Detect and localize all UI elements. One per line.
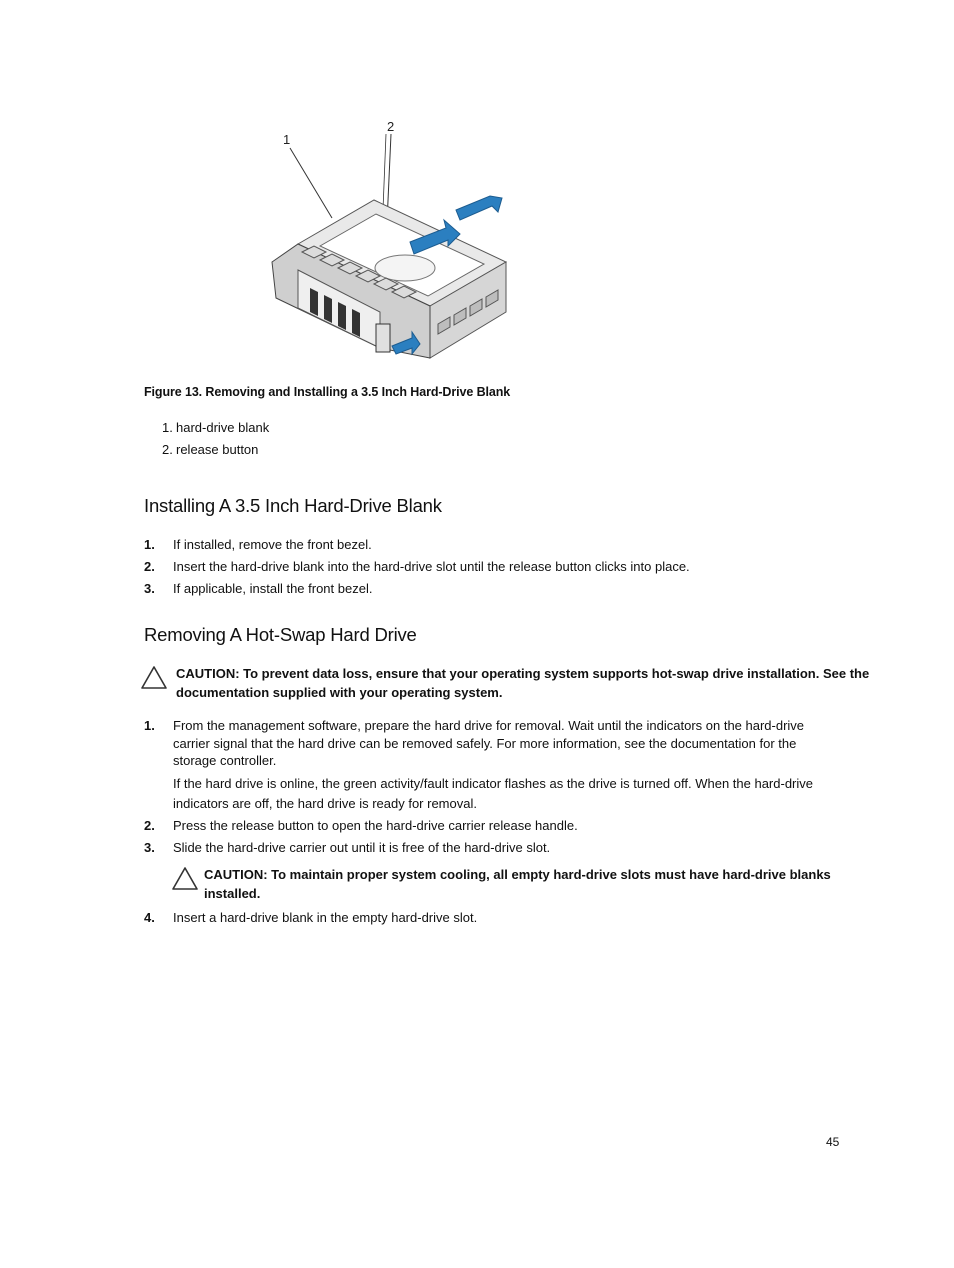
hard-drive-blank-illustration (262, 112, 522, 374)
step-number: 1. (144, 718, 155, 733)
callout-2: 2 (387, 119, 395, 134)
remove-step-1 (144, 717, 824, 771)
legend-item (162, 417, 269, 439)
hard-drive-blank-figure (262, 112, 522, 374)
step-text: Press the release button to open the hard-drive carrier release handle. (173, 818, 578, 833)
step-note-text: If the hard drive is online, the green activity/fault indicator flashes as the drive is turned off. When the hard-drive indicators are off, the hard drive is ready for removal. (173, 776, 813, 811)
step-number: 3. (144, 581, 155, 596)
section-heading: Installing A 3.5 Inch Hard-Drive Blank (144, 495, 442, 516)
step-text: If applicable, install the front bezel. (173, 581, 373, 596)
caution-text-line1: CAUTION: To maintain proper system cooling, all empty hard-drive slots must have hard-drive blanks (204, 867, 831, 882)
page-number: 45 (826, 1135, 840, 1149)
step-number: 1. (144, 537, 155, 552)
step-text: From the management software, prepare the hard drive for removal. Wait until the indicators on the hard-drive carrier signal that the hard drive can be removed safely. For more information, see the documentation for the storage controller. (173, 718, 805, 768)
section-installing-heading (144, 495, 442, 517)
legend-text: release button (176, 441, 259, 457)
step-text: If installed, remove the front bezel. (173, 537, 372, 552)
legend-item (162, 439, 269, 461)
legend-number: 1. (162, 420, 173, 435)
step-number: 4. (144, 910, 155, 925)
legend-number: 2. (162, 441, 173, 457)
callout-1: 1 (283, 132, 291, 147)
step-number: 2. (144, 559, 155, 574)
step-number: 3. (144, 840, 155, 855)
figure-legend (162, 417, 269, 460)
section-heading: Removing A Hot-Swap Hard Drive (144, 624, 417, 645)
section-removing-heading (144, 624, 417, 646)
step-text: Insert a hard-drive blank in the empty hard-drive slot. (173, 910, 478, 925)
step-text: Slide the hard-drive carrier out until it is free of the hard-drive slot. (173, 840, 551, 855)
caution-text-line1: CAUTION: To prevent data loss, ensure that your operating system supports hot-swap drive installation. See the (176, 666, 870, 681)
caution-text-line2: installed. (204, 886, 261, 901)
legend-text: hard-drive blank (176, 420, 270, 435)
step-number: 2. (144, 818, 155, 833)
warning-triangle-icon (171, 866, 199, 891)
warning-triangle-icon (140, 665, 168, 690)
caution-text-line2: documentation supplied with your operating system. (176, 685, 503, 700)
figure-caption: Figure 13. Removing and Installing a 3.5 Inch Hard-Drive Blank (144, 385, 511, 399)
step-text: Insert the hard-drive blank into the hard-drive slot until the release button clicks into place. (173, 559, 690, 574)
